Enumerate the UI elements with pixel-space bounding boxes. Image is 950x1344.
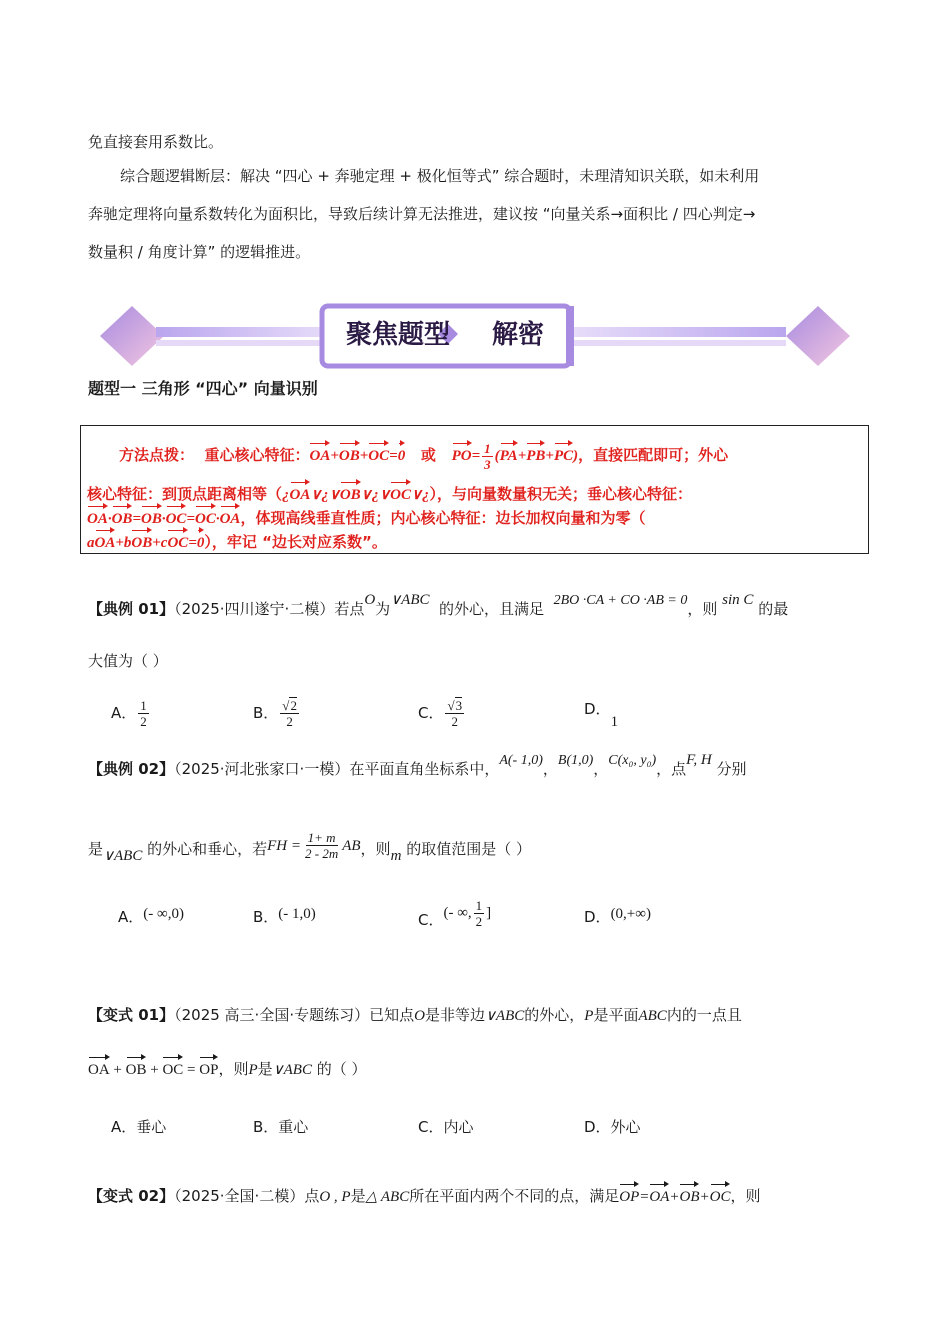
example-01-condition: 2BO ·CA + CO ·AB = 0	[553, 593, 688, 608]
banner-right-bar-bottom	[566, 340, 786, 346]
banner-left-diamond	[100, 306, 164, 366]
centroid-formula: OA+OB+OC=0	[309, 448, 405, 464]
variant-01-option-c[interactable]: C．内心	[418, 1118, 474, 1136]
orthocenter-formula: OA·OB=OB·OC=OC·OA	[87, 511, 240, 527]
variant-01-l2a: ，则	[218, 1060, 249, 1078]
variant-01-l2c: 的（ ）	[316, 1060, 367, 1078]
variant-01-option-a[interactable]: A．垂心	[111, 1118, 167, 1136]
method-s6: ），牢记 “边长对应系数”。	[204, 533, 387, 551]
variant-02-tag: 【变式 02】	[88, 1187, 175, 1205]
section-banner	[96, 300, 854, 372]
example-02-t1: ，点	[656, 760, 687, 778]
circumcenter-formula: ¿OA∨¿∨OB∨¿∨OC∨¿	[282, 487, 429, 503]
method-s5: ，体现高线垂直性质；内心核心特征：边长加权向量和为零（	[240, 509, 646, 527]
banner-right-bar-top	[566, 327, 786, 337]
banner-title-left: 聚焦题型	[346, 320, 451, 350]
example-01-t2: 的外心，且满足	[439, 600, 545, 618]
example-01-source: （2025·四川遂宁·二模）若点	[174, 600, 365, 618]
method-line-1	[119, 441, 728, 472]
variant-01-t1: 是非等边	[424, 1006, 485, 1024]
example-01-line-2: 大值为（ ）	[88, 652, 168, 670]
method-box	[80, 425, 869, 554]
variant-01-t3: 是平面	[593, 1006, 639, 1024]
method-s3: 核心特征：到顶点距离相等（	[87, 485, 283, 503]
variant-02-line-1: 【变式 02】（2025·全国·二模）点O , P是△ ABC所在平面内两个不同的点，满足OP=OA+OB+OC，则	[88, 1185, 760, 1208]
method-line-4	[87, 531, 387, 554]
banner-frame-right-accent	[566, 306, 574, 366]
banner-left-bar-bottom	[156, 340, 336, 346]
variant-01-t2: 的外心，	[524, 1006, 585, 1024]
variant-01-option-b[interactable]: B．重心	[253, 1118, 309, 1136]
method-or: 或	[420, 445, 436, 464]
example-02-option-b[interactable]: B．(- 1,0)	[253, 906, 316, 926]
variant-01-line-2: OA + OB + OC = OP，则P是∨ABC 的（ ）	[88, 1058, 367, 1081]
method-s2: ，直接匹配即可；外心	[578, 445, 729, 464]
method-s4: ），与向量数量积无关；垂心核心特征：	[429, 485, 692, 503]
example-01-line-1: 【典例 01】（2025·四川遂宁·二模）若点O为∨ABC 的外心，且满足 2BO ·CA + CO ·AB = 0，则 sin C 的最	[88, 592, 789, 618]
variant-01-condition: OA + OB + OC = OP	[88, 1062, 218, 1078]
banner-left-bar-top	[156, 327, 336, 337]
variant-01-option-d[interactable]: D．外心	[584, 1118, 641, 1136]
variant-02-condition: OP=OA+OB+OC	[619, 1189, 730, 1205]
example-01-option-c[interactable]: C． $\frac{√3}{2}$	[418, 698, 463, 729]
example-02-option-a[interactable]: A．(- ∞,0)	[118, 906, 184, 926]
intro-paragraph-line-2: 奔驰定理将向量系数转化为面积比，导致后续计算无法推进，建议按 “向量关系→面积比 / 四心判定→	[88, 205, 756, 223]
example-02-option-c[interactable]: C．(- ∞, $\frac{1}{2}$ ]	[418, 898, 492, 929]
incenter-formula: aOA+bOB+cOC=0	[87, 535, 204, 551]
example-02-line-2: 是∨ABC 的外心和垂心，若FH = $\frac{1+ m}{2 - 2m}$ AB，则m 的取值范围是（ ）	[88, 830, 531, 864]
example-01-option-d[interactable]: D．1	[584, 700, 619, 730]
example-02-l2b: 的外心和垂心，若	[147, 840, 268, 858]
example-02-l2d: 的取值范围是（ ）	[406, 840, 531, 858]
example-01-option-a[interactable]: A． $\frac{1}{2}$	[111, 698, 147, 729]
banner-graphic	[96, 300, 854, 372]
example-01-t3: ，则	[687, 600, 718, 618]
section-title: 题型一 三角形 “四心” 向量识别	[88, 379, 318, 398]
example-02-l2c: ，则	[360, 840, 391, 858]
method-line-3	[87, 507, 645, 530]
variant-01-t4: 内的一点且	[666, 1006, 742, 1024]
intro-paragraph-text-a: 解决 “四心 + 奔驰定理 + 极化恒等式” 综合题时，未理清知识关联，如未利用	[240, 167, 760, 185]
method-label: 方法点拨：	[119, 445, 195, 464]
example-01-t4: 的最	[758, 600, 789, 618]
banner-title-right: 解密	[492, 320, 545, 350]
example-02-tag: 【典例 02】	[88, 760, 175, 778]
intro-line-1: 免直接套用系数比。	[88, 133, 224, 151]
example-02-source: （2025·河北张家口·一模）在平面直角坐标系中，	[174, 760, 500, 778]
intro-paragraph-line-1	[120, 165, 759, 187]
centroid-formula-2: PO= $\frac{1}{3}$ (PA+PB+PC)	[451, 441, 579, 472]
variant-02-t3: ，则	[730, 1187, 761, 1205]
variant-01-tag: 【变式 01】	[88, 1006, 175, 1024]
example-02-option-d[interactable]: D．(0,+∞)	[584, 906, 651, 926]
variant-02-t1: 是	[350, 1187, 366, 1205]
example-01-tag: 【典例 01】	[88, 600, 175, 618]
variant-02-t2: 所在平面内两个不同的点，满足	[409, 1187, 620, 1205]
method-line-2	[87, 483, 692, 506]
example-01-t1: 为	[375, 600, 391, 618]
example-02-line-1: 【典例 02】（2025·河北张家口·一模）在平面直角坐标系中，A(- 1,0)，B(1,0)，C(x₀, y₀)，点F, H 分别	[88, 752, 747, 778]
variant-01-line-1: 【变式 01】（2025 高三·全国·专题练习）已知点O是非等边∨ABC的外心，P是平面ABC内的一点且	[88, 1006, 742, 1024]
method-s1: 重心核心特征：	[204, 445, 310, 464]
variant-01-source: （2025 高三·全国·专题练习）已知点	[174, 1006, 415, 1024]
example-02-l2a: 是	[88, 840, 104, 858]
example-01-option-b[interactable]: B． $\frac{√2}{2}$	[253, 698, 297, 729]
example-02-t2: 分别	[716, 760, 747, 778]
banner-right-diamond	[786, 306, 850, 366]
intro-paragraph-label: 综合题逻辑断层：	[120, 167, 241, 185]
intro-paragraph-line-3: 数量积 / 角度计算” 的逻辑推进。	[88, 243, 311, 261]
variant-02-source: （2025·全国·二模）点	[174, 1187, 320, 1205]
variant-01-l2b: 是	[257, 1060, 273, 1078]
